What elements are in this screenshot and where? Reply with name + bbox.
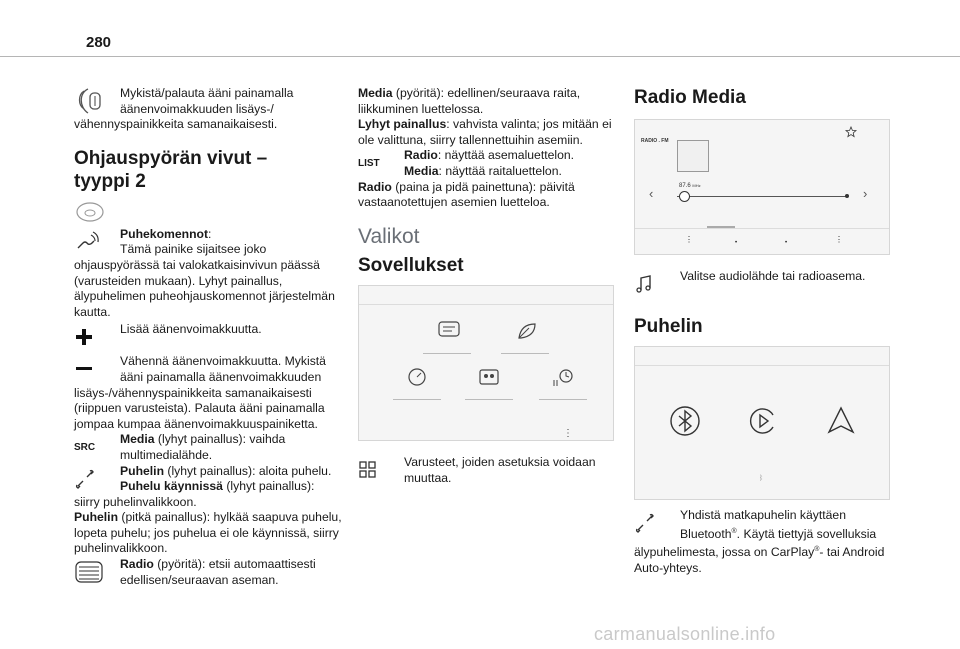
apps-icon-dial (405, 366, 441, 400)
radio-screen (634, 119, 890, 255)
radio-caption-block (634, 269, 892, 299)
apps-caption-block (358, 455, 616, 486)
phone-block (74, 464, 342, 558)
slider-end-dot (845, 194, 849, 198)
short-press-text: : vahvista valinta; jos mitään ei ole valittuna, siirry tallennettuihin asemiin. (358, 117, 612, 147)
phone-text-1: (lyhyt painallus): aloita puhelu. (164, 463, 332, 478)
phone-caption-a: Yhdistä matkapuhelin käyttäen Bluetooth (680, 508, 846, 541)
voice-text: Tämä painike sijaitsee joko ohjauspyörässä tai valokatkaisinvivun päässä (varusteiden mukaan). Lyhyt painallus, älypuhelimen puheohjauskomennot järjestelmän kautta. (74, 242, 335, 319)
plus-icon (74, 322, 120, 352)
phone-icon (74, 464, 120, 494)
media-bold: Media (358, 86, 393, 100)
radio-dot-2: • (785, 240, 788, 246)
phone-bold-1: Puhelin (120, 463, 165, 478)
intro-block (74, 86, 342, 133)
android-auto-icon (825, 405, 857, 442)
radio-dot-1: • (735, 240, 738, 246)
list-media-text: : näyttää raitaluettelon. (438, 163, 562, 178)
apps-icon-contacts (477, 366, 513, 400)
plus-block (74, 322, 342, 352)
grid-icon (358, 455, 404, 485)
prev-station-icon: ‹ (649, 186, 654, 201)
radio-unit: MHz (692, 183, 701, 188)
radio-source-label: RADIO . FM (641, 138, 669, 144)
frequency-slider[interactable] (677, 196, 847, 197)
minus-block (74, 354, 342, 432)
voice-command-icon (74, 227, 120, 257)
phone-heading: Puhelin (634, 316, 703, 337)
media-text: (pyöritä): edellinen/seuraava raita, liikkuminen luettelossa. (358, 86, 581, 116)
volume-buttons-icon (74, 86, 120, 116)
src-text: (lyhyt painallus): vaihda multimedialähde. (120, 432, 286, 462)
levers-heading: Ohjauspyörän vivut – tyyppi 2 (74, 147, 268, 192)
intro-text: Mykistä/palauta ääni painamalla äänenvoimakkuuden lisäys-/ vähennyspainikkeita samanaikaisesti. (74, 86, 294, 132)
list-radio-text: : näyttää asemaluettelon. (437, 148, 575, 163)
short-press-bold: Lyhyt painallus (358, 117, 447, 132)
radio-hold-bold: Radio (358, 179, 392, 194)
steering-wheel-icon (74, 201, 342, 225)
watermark: carmanualsonline.info (594, 624, 776, 644)
column-3 (634, 86, 892, 577)
slider-knob[interactable] (679, 191, 690, 202)
plus-text: Lisää äänenvoimakkuutta. (120, 322, 262, 337)
phone-bold-2: Puhelu käynnissä (120, 479, 223, 494)
phone-text-3: (pitkä painallus): hylkää saapuva puhelu, lopeta puhelu; jos puhelua ei ole käynnissä, siirry puhelinvalikkoon. (74, 510, 342, 556)
radio-menu-icon-1: ⋮ (685, 235, 693, 244)
apps-heading: Sovellukset (358, 255, 464, 277)
bluetooth-icon (669, 405, 701, 442)
radio-frequency: 87.6 (679, 183, 691, 189)
phone-caption-b: . Käytä tiettyjä sovelluksia älypuhelimesta, jossa on CarPlay (634, 526, 877, 560)
radio-caption: Valitse audiolähde tai radioasema. (680, 269, 866, 283)
radio-bold: Radio (120, 557, 154, 572)
header-rule (0, 56, 960, 57)
apps-icon-voice (437, 320, 471, 354)
next-station-icon: › (863, 186, 868, 201)
column-1 (74, 86, 342, 588)
favourite-star-icon (845, 126, 857, 143)
phone-caption-c: - tai Android Auto-yhteys. (634, 545, 885, 575)
phone-caption-block: Yhdistä matkapuhelin käyttäen Bluetooth®. Käytä tiettyjä sovelluksia älypuhelimesta, jossa on CarPlay®- tai Android Auto-yhteys. (634, 508, 885, 575)
phone-small-icon (634, 508, 680, 538)
apps-icon-leaf (515, 320, 549, 354)
carplay-icon (747, 405, 779, 442)
station-artwork (677, 140, 709, 172)
page-number: 280 (86, 34, 112, 51)
list-media-bold: Media (404, 163, 439, 178)
minus-text: Vähennä äänenvoimakkuutta. Mykistä ääni painamalla äänenvoimakkuuden lisäys-/vähennyspainikkeita samanaikaisesti (riippuen varusteista). Palauta ääni painamalla jompaa kumpaa äänenvoimakkuuspainiketta. (74, 354, 326, 431)
list-block (358, 148, 616, 179)
roller-icon (74, 557, 120, 587)
phone-bold-3: Puhelin (74, 510, 119, 525)
phone-text-2: (lyhyt painallus): siirry puhelinvalikkoon. (74, 479, 315, 509)
apps-menu-icon: ⋮ (563, 428, 573, 440)
voice-command-block: Puhekomennot: Tämä painike sijaitsee joko ohjauspyörässä tai valokatkaisinvivun päässä (varusteiden mukaan). Lyhyt painallus, älypuhelimen puheohjauskomennot järjestelmän kautta. (74, 226, 335, 319)
radio-menu-icon-2: ⋮ (835, 235, 843, 244)
music-note-icon (634, 269, 680, 299)
radio-media-heading: Radio Media (634, 87, 746, 108)
radio-roller-block (74, 557, 342, 588)
src-label-bold: Media (120, 432, 155, 447)
menus-heading: Valikot (358, 224, 420, 248)
apps-screen (358, 285, 614, 441)
apps-caption: Varusteet, joiden asetuksia voidaan muuttaa. (404, 455, 596, 485)
bluetooth-small-icon: ᛒ (759, 475, 764, 482)
radio-hold-text: (paina ja pidä painettuna): päivitä vastaanotettujen asemien luetteloa. (358, 179, 575, 210)
src-icon: SRC (74, 441, 96, 453)
minus-icon (74, 354, 120, 384)
apps-icon-clock (551, 366, 587, 400)
phone-screen (634, 346, 890, 500)
list-icon: LIST (358, 157, 380, 169)
list-radio-bold: Radio (404, 148, 438, 163)
column-2 (358, 86, 616, 487)
voice-label: Puhekomennot (120, 226, 209, 241)
active-tab-indicator (707, 226, 735, 228)
src-block (74, 432, 342, 463)
radio-text: (pyöritä): etsii automaattisesti edellisen/seuraavan aseman. (120, 557, 316, 587)
